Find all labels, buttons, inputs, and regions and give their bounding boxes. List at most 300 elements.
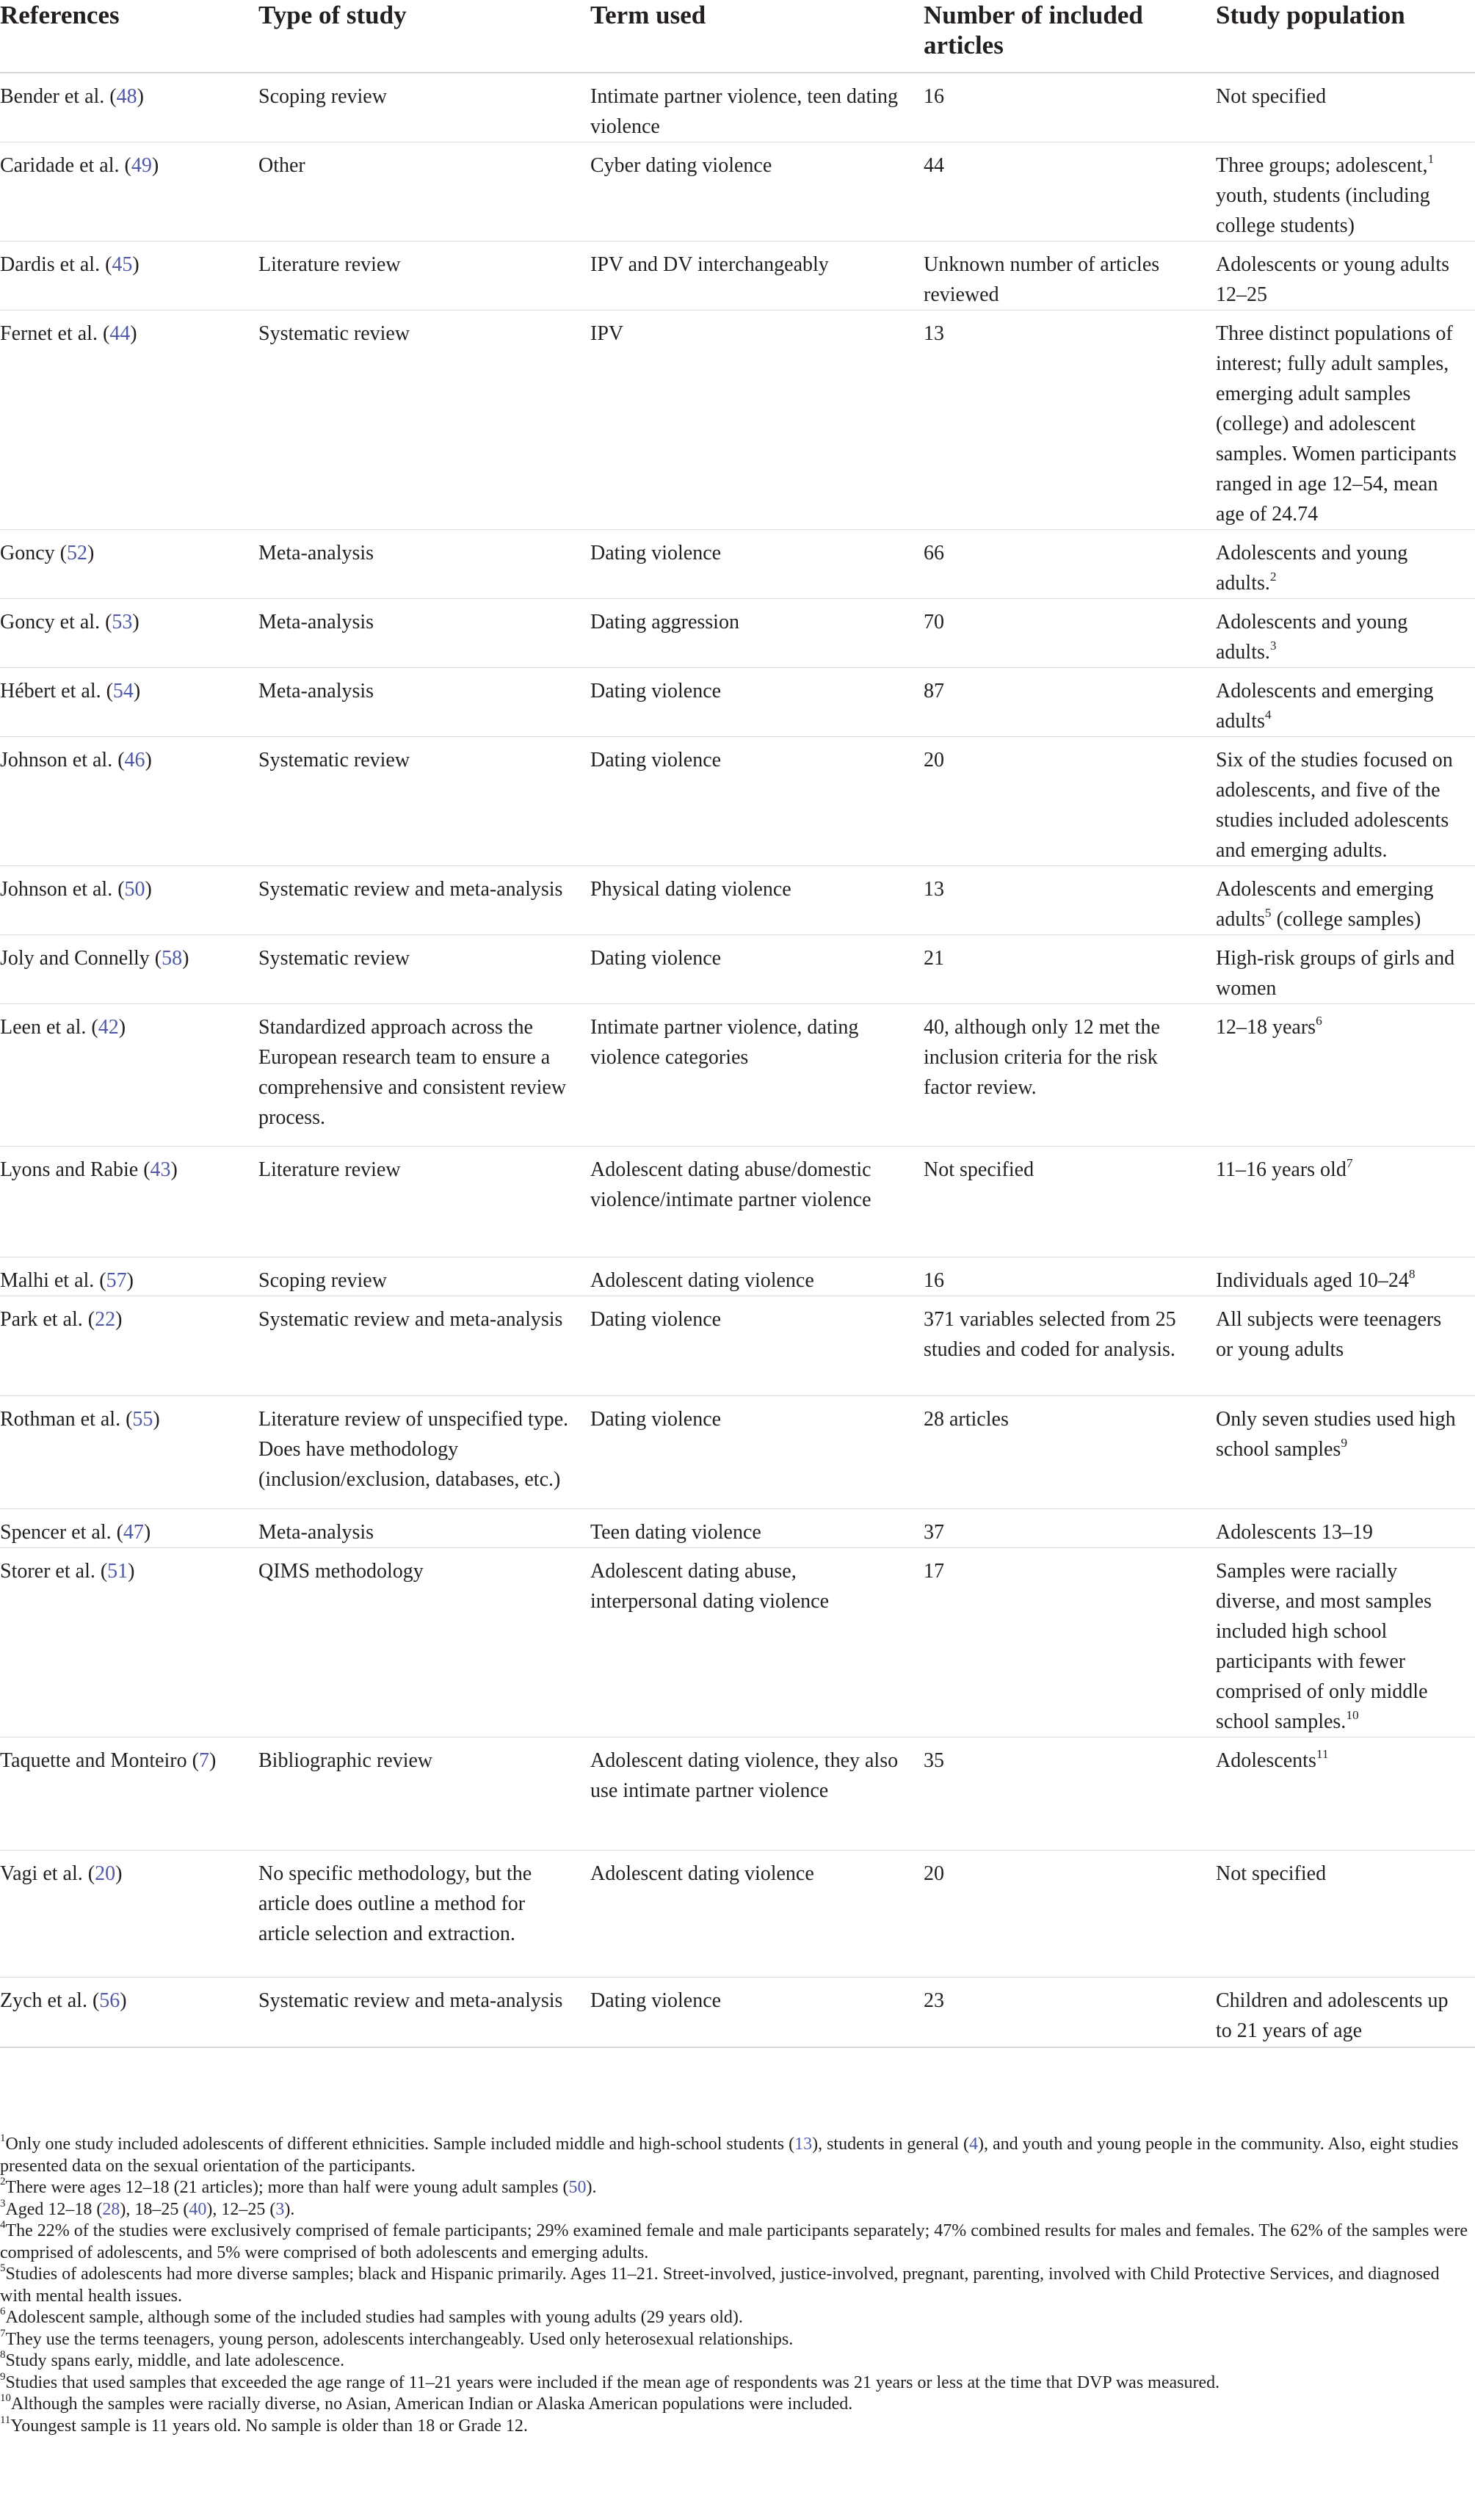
reference-link[interactable]: 56	[99, 1989, 120, 2012]
cell-type-of-study	[258, 311, 590, 530]
reference-close: )	[132, 611, 139, 633]
type-of-study-text: Literature review	[258, 253, 401, 276]
reference-link[interactable]: 52	[66, 542, 87, 564]
number-of-articles-text: 44	[924, 154, 944, 177]
footnote-text: ), and youth and young people in the community. Also, eight studies presented data on the sexual orientation of the participants.	[0, 2135, 1459, 2176]
term-used-text: Dating violence	[590, 542, 722, 564]
table-row	[0, 1296, 1475, 1396]
reference-author: Goncy et al. (	[0, 611, 112, 633]
type-of-study-text: Systematic review and meta-analysis	[258, 1989, 563, 2012]
cell-type-of-study	[258, 1004, 590, 1147]
footnote-reference-link[interactable]: 13	[794, 2135, 813, 2154]
cell-term-used	[590, 866, 924, 935]
cell-reference	[0, 311, 258, 530]
cell-term-used	[590, 668, 924, 737]
cell-study-population	[1216, 1548, 1475, 1738]
footnote-text: Youngest sample is 11 years old. No sample is older than 18 or Grade 12.	[10, 2416, 528, 2436]
type-of-study-text: Systematic review and meta-analysis	[258, 1308, 563, 1331]
table-row	[0, 1257, 1475, 1296]
reference-link[interactable]: 49	[131, 154, 152, 177]
footnote-marker: 9	[1341, 1435, 1347, 1450]
cell-study-population	[1216, 1257, 1475, 1296]
term-used-text: Dating violence	[590, 1989, 722, 2012]
cell-term-used	[590, 311, 924, 530]
term-used-text: Adolescent dating violence	[590, 1269, 814, 1292]
cell-term-used	[590, 1851, 924, 1978]
cell-number-of-articles	[924, 866, 1216, 935]
footnote	[0, 2350, 1475, 2372]
cell-term-used	[590, 1509, 924, 1548]
cell-term-used	[590, 737, 924, 866]
reference-author: Johnson et al. (	[0, 878, 125, 901]
cell-number-of-articles	[924, 242, 1216, 311]
cell-type-of-study	[258, 737, 590, 866]
cell-term-used	[590, 1548, 924, 1738]
cell-term-used	[590, 1296, 924, 1396]
footnote	[0, 2134, 1475, 2177]
number-of-articles-text: 21	[924, 947, 944, 970]
cell-type-of-study	[258, 530, 590, 599]
cell-study-population	[1216, 73, 1475, 142]
cell-reference	[0, 530, 258, 599]
footnote-marker: 4	[1264, 707, 1272, 722]
type-of-study-text: Meta-analysis	[258, 611, 374, 633]
cell-reference	[0, 142, 258, 242]
cell-term-used	[590, 1004, 924, 1147]
reference-link[interactable]: 54	[112, 680, 134, 702]
cell-term-used	[590, 599, 924, 668]
cell-number-of-articles	[924, 1147, 1216, 1257]
cell-study-population	[1216, 311, 1475, 530]
reference-link[interactable]: 55	[132, 1408, 153, 1431]
cell-term-used	[590, 1257, 924, 1296]
footnote-text: Although the samples were racially diverse, no Asian, American Indian or Alaska American populations were included.	[10, 2394, 853, 2414]
cell-study-population	[1216, 1851, 1475, 1978]
cell-study-population	[1216, 1004, 1475, 1147]
type-of-study-text: Meta-analysis	[258, 680, 374, 702]
footnote	[0, 2329, 1475, 2351]
cell-study-population	[1216, 1396, 1475, 1509]
cell-number-of-articles	[924, 1509, 1216, 1548]
study-population-text: Six of the studies focused on adolescents, and five of the studies included adolescents and emerging adults.	[1216, 749, 1453, 862]
reference-link[interactable]: 53	[112, 611, 133, 633]
reference-author: Leen et al. (	[0, 1016, 98, 1039]
study-population-text: Individuals aged 10–24	[1216, 1269, 1409, 1292]
cell-reference	[0, 1509, 258, 1548]
cell-reference	[0, 242, 258, 311]
footnote-marker: 2	[1269, 569, 1277, 584]
type-of-study-text: Systematic review	[258, 749, 410, 771]
cell-reference	[0, 935, 258, 1004]
reference-close: )	[115, 1862, 123, 1885]
footnote-text: The 22% of the studies were exclusively comprised of female participants; 29% examined female and male participants separately; 47% combined results for males and females. The 62% of the samples were comprised of adolescents, and 5% were comprised of both adolescents and emerging adults.	[0, 2221, 1468, 2262]
footnote-marker: 8	[1408, 1266, 1416, 1281]
number-of-articles-text: 16	[924, 85, 944, 108]
number-of-articles-text: Not specified	[924, 1158, 1034, 1181]
study-population-text: Only seven studies used high school samples	[1216, 1408, 1456, 1461]
number-of-articles-text: 35	[924, 1749, 944, 1772]
table-row	[0, 73, 1475, 142]
reference-close: )	[128, 1560, 135, 1583]
reference-author: Caridade et al. (	[0, 154, 131, 177]
type-of-study-text: Standardized approach across the European research team to ensure a comprehensive and consistent review process.	[258, 1016, 567, 1129]
cell-term-used	[590, 73, 924, 142]
study-population-text: Adolescents and emerging adults	[1216, 878, 1434, 931]
cell-reference	[0, 1738, 258, 1851]
study-population-text: 12–18 years	[1216, 1016, 1316, 1039]
cell-number-of-articles	[924, 1548, 1216, 1738]
cell-number-of-articles	[924, 1004, 1216, 1147]
number-of-articles-text: 20	[924, 749, 944, 771]
reference-close: )	[132, 253, 139, 276]
table-row	[0, 668, 1475, 737]
cell-reference	[0, 866, 258, 935]
footnote-text: There were ages 12–18 (21 articles); more than half were young adult samples (	[5, 2178, 569, 2197]
footnote-number: 5	[0, 2262, 6, 2275]
number-of-articles-text: 66	[924, 542, 944, 564]
term-used-text: Adolescent dating abuse, interpersonal dating violence	[590, 1560, 829, 1613]
cell-type-of-study	[258, 1257, 590, 1296]
footnote-marker: 10	[1346, 1707, 1359, 1722]
footnote-number: 2	[0, 2176, 6, 2188]
footnote	[0, 2177, 1475, 2199]
term-used-text: Teen dating violence	[590, 1521, 761, 1544]
table-row	[0, 935, 1475, 1004]
cell-number-of-articles	[924, 1396, 1216, 1509]
cell-type-of-study	[258, 1738, 590, 1851]
type-of-study-text: Systematic review and meta-analysis	[258, 878, 563, 901]
reference-link[interactable]: 51	[107, 1560, 128, 1583]
reference-close: )	[137, 85, 144, 108]
footnote-text: Study spans early, middle, and late adolescence.	[5, 2351, 345, 2370]
reference-author: Bender et al. (	[0, 85, 117, 108]
cell-reference	[0, 1296, 258, 1396]
type-of-study-text: Systematic review	[258, 322, 410, 345]
footnote-text: ), 12–25 (	[206, 2199, 276, 2219]
study-population-text: Adolescents 13–19	[1216, 1521, 1373, 1544]
header-term-used: Term used	[590, 0, 924, 73]
study-population-continued: youth, students (including college students)	[1216, 184, 1430, 237]
table-row	[0, 1004, 1475, 1147]
footnote	[0, 2199, 1475, 2221]
footnote-text: ).	[586, 2178, 597, 2197]
reference-close: )	[120, 1989, 127, 2012]
footnote	[0, 2372, 1475, 2394]
number-of-articles-text: 37	[924, 1521, 944, 1544]
cell-study-population	[1216, 1509, 1475, 1548]
footnote-text: ).	[284, 2199, 295, 2219]
reference-link[interactable]: 50	[124, 878, 145, 901]
footnote-text: They use the terms teenagers, young person, adolescents interchangeably. Used only heterosexual relationships.	[5, 2329, 794, 2349]
cell-number-of-articles	[924, 1851, 1216, 1978]
reference-author: Joly and Connelly (	[0, 947, 162, 970]
cell-number-of-articles	[924, 530, 1216, 599]
footnote-reference-link[interactable]: 28	[102, 2199, 120, 2219]
reference-author: Park et al. (	[0, 1308, 95, 1331]
cell-type-of-study	[258, 1509, 590, 1548]
reference-close: )	[153, 1408, 160, 1431]
reference-close: )	[170, 1158, 178, 1181]
cell-type-of-study	[258, 668, 590, 737]
cell-study-population	[1216, 1147, 1475, 1257]
term-used-text: Adolescent dating violence	[590, 1862, 814, 1885]
cell-study-population	[1216, 242, 1475, 311]
term-used-text: IPV and DV interchangeably	[590, 253, 829, 276]
cell-reference	[0, 1548, 258, 1738]
footnote	[0, 2416, 1475, 2438]
cell-term-used	[590, 1978, 924, 2047]
cell-number-of-articles	[924, 935, 1216, 1004]
footnote-marker: 6	[1316, 1013, 1322, 1028]
study-population-text: Adolescents and young adults.	[1216, 542, 1408, 595]
reference-author: Vagi et al. (	[0, 1862, 95, 1885]
table-row	[0, 599, 1475, 668]
footnote-text: ), students in general (	[812, 2135, 970, 2154]
table-row	[0, 311, 1475, 530]
reference-close: )	[115, 1308, 123, 1331]
footnote-number: 7	[0, 2327, 6, 2339]
study-population-text: Three distinct populations of interest; fully adult samples, emerging adult samples (college) and adolescent samples. Women participants ranged in age 12–54, mean age of 24.74	[1216, 322, 1457, 526]
study-population-text: Not specified	[1216, 85, 1327, 108]
cell-study-population	[1216, 1296, 1475, 1396]
type-of-study-text: QIMS methodology	[258, 1560, 424, 1583]
cell-reference	[0, 73, 258, 142]
cell-reference	[0, 737, 258, 866]
reference-link[interactable]: 46	[124, 749, 145, 771]
cell-number-of-articles	[924, 1738, 1216, 1851]
footnote-reference-link[interactable]: 50	[568, 2178, 587, 2197]
term-used-text: Physical dating violence	[590, 878, 791, 901]
footnote-number: 8	[0, 2349, 6, 2361]
reference-close: )	[118, 1016, 126, 1039]
footnote-number: 9	[0, 2370, 6, 2383]
cell-number-of-articles	[924, 599, 1216, 668]
table-row	[0, 142, 1475, 242]
cell-number-of-articles	[924, 142, 1216, 242]
study-population-text: Not specified	[1216, 1862, 1327, 1885]
study-population-text: Children and adolescents up to 21 years of age	[1216, 1989, 1449, 2042]
cell-term-used	[590, 1396, 924, 1509]
number-of-articles-text: 70	[924, 611, 944, 633]
cell-number-of-articles	[924, 737, 1216, 866]
reference-link[interactable]: 22	[95, 1308, 116, 1331]
cell-reference	[0, 1851, 258, 1978]
reference-link[interactable]: 57	[106, 1269, 127, 1292]
reference-author: Lyons and Rabie (	[0, 1158, 151, 1181]
reference-link[interactable]: 45	[112, 253, 133, 276]
table-header	[0, 0, 1475, 73]
type-of-study-text: Literature review of unspecified type. Does have methodology (inclusion/exclusion, databases, etc.)	[258, 1408, 569, 1491]
reference-author: Hébert et al. (	[0, 680, 113, 702]
cell-reference	[0, 599, 258, 668]
reference-link[interactable]: 44	[109, 322, 131, 345]
cell-study-population	[1216, 866, 1475, 935]
footnote	[0, 2394, 1475, 2416]
type-of-study-text: Meta-analysis	[258, 542, 374, 564]
table-row	[0, 242, 1475, 311]
cell-type-of-study	[258, 1851, 590, 1978]
cell-number-of-articles	[924, 1257, 1216, 1296]
number-of-articles-text: 371 variables selected from 25 studies and coded for analysis.	[924, 1308, 1176, 1361]
table-row	[0, 1978, 1475, 2047]
study-population-text: Adolescents or young adults 12–25	[1216, 253, 1450, 306]
reference-close: )	[133, 680, 141, 702]
cell-study-population	[1216, 1978, 1475, 2047]
type-of-study-text: Systematic review	[258, 947, 410, 970]
study-population-text: Adolescents	[1216, 1749, 1316, 1772]
reference-link[interactable]: 7	[198, 1749, 209, 1772]
table-row	[0, 737, 1475, 866]
footnote-reference-link[interactable]: 40	[189, 2199, 207, 2219]
reference-author: Malhi et al. (	[0, 1269, 106, 1292]
cell-number-of-articles	[924, 1978, 1216, 2047]
term-used-text: Adolescent dating violence, they also use intimate partner violence	[590, 1749, 899, 1802]
cell-reference	[0, 1396, 258, 1509]
cell-study-population	[1216, 935, 1475, 1004]
table-row	[0, 1147, 1475, 1257]
table-row	[0, 866, 1475, 935]
cell-type-of-study	[258, 73, 590, 142]
cell-number-of-articles	[924, 311, 1216, 530]
number-of-articles-text: 40, although only 12 met the inclusion criteria for the risk factor review.	[924, 1016, 1160, 1099]
study-population-text: All subjects were teenagers or young adults	[1216, 1308, 1442, 1361]
cell-term-used	[590, 142, 924, 242]
cell-term-used	[590, 1738, 924, 1851]
reference-close: )	[145, 878, 152, 901]
study-population-text: High-risk groups of girls and women	[1216, 947, 1455, 1000]
table-row	[0, 1738, 1475, 1851]
term-used-text: Dating violence	[590, 1308, 722, 1331]
cell-type-of-study	[258, 866, 590, 935]
table-row	[0, 530, 1475, 599]
number-of-articles-text: 17	[924, 1560, 944, 1583]
cell-type-of-study	[258, 935, 590, 1004]
table-row	[0, 1509, 1475, 1548]
type-of-study-text: Scoping review	[258, 85, 387, 108]
reference-author: Rothman et al. (	[0, 1408, 133, 1431]
reference-author: Storer et al. (	[0, 1560, 108, 1583]
footnote-text: Adolescent sample, although some of the included studies had samples with young adults (29 years old).	[5, 2308, 743, 2327]
cell-term-used	[590, 935, 924, 1004]
footnote-number: 11	[0, 2414, 11, 2426]
reference-close: )	[182, 947, 189, 970]
type-of-study-text: Meta-analysis	[258, 1521, 374, 1544]
header-number-of-articles: Number of included articles	[924, 0, 1216, 73]
cell-study-population	[1216, 530, 1475, 599]
reference-author: Johnson et al. (	[0, 749, 125, 771]
term-used-text: Dating violence	[590, 749, 722, 771]
cell-study-population	[1216, 1738, 1475, 1851]
table-body	[0, 73, 1475, 2047]
cell-type-of-study	[258, 1396, 590, 1509]
number-of-articles-text: 87	[924, 680, 944, 702]
study-population-text: Three groups; adolescent,	[1216, 154, 1428, 177]
cell-study-population	[1216, 142, 1475, 242]
footnote-marker: 1	[1427, 151, 1435, 166]
reference-author: Spencer et al. (	[0, 1521, 123, 1544]
reference-link[interactable]: 47	[123, 1521, 144, 1544]
study-population-continued: (college samples)	[1271, 908, 1421, 931]
term-used-text: Adolescent dating abuse/domestic violence/intimate partner violence	[590, 1158, 871, 1211]
cell-study-population	[1216, 668, 1475, 737]
term-used-text: Dating violence	[590, 947, 722, 970]
footnote-number: 4	[0, 2219, 6, 2232]
footnote-text: ), 18–25 (	[120, 2199, 189, 2219]
header-row	[0, 0, 1475, 73]
number-of-articles-text: Unknown number of articles reviewed	[924, 253, 1160, 306]
number-of-articles-text: 28 articles	[924, 1408, 1009, 1431]
reference-link[interactable]: 48	[116, 85, 137, 108]
number-of-articles-text: 20	[924, 1862, 944, 1885]
reference-link[interactable]: 43	[150, 1158, 171, 1181]
reference-link[interactable]: 58	[162, 947, 183, 970]
header-references: References	[0, 0, 258, 73]
study-population-text: Adolescents and young adults.	[1216, 611, 1408, 664]
footnote-text: Studies that used samples that exceeded the age range of 11–21 years were included if the mean age of respondents was 21 years or less at the time that DVP was measured.	[5, 2372, 1220, 2392]
cell-type-of-study	[258, 1548, 590, 1738]
cell-reference	[0, 1147, 258, 1257]
table-row	[0, 1548, 1475, 1738]
footnote	[0, 2221, 1475, 2264]
term-used-text: Intimate partner violence, dating violence categories	[590, 1016, 859, 1069]
footnote	[0, 2264, 1475, 2307]
cell-term-used	[590, 242, 924, 311]
term-used-text: Cyber dating violence	[590, 154, 772, 177]
number-of-articles-text: 16	[924, 1269, 944, 1292]
type-of-study-text: Scoping review	[258, 1269, 387, 1292]
footnotes	[0, 2134, 1475, 2437]
footnote-text: Studies of adolescents had more diverse samples; black and Hispanic primarily. Ages 11–21. Street-involved, justice-involved, pregnant, parenting, involved with Child Protective Services, and diagnosed with mental health issues.	[0, 2265, 1440, 2306]
reference-link[interactable]: 42	[98, 1016, 119, 1039]
term-used-text: Dating aggression	[590, 611, 739, 633]
table-row	[0, 1396, 1475, 1509]
cell-type-of-study	[258, 1147, 590, 1257]
reference-author: Zych et al. (	[0, 1989, 100, 2012]
reference-close: )	[143, 1521, 151, 1544]
reference-link[interactable]: 20	[95, 1862, 116, 1885]
footnote-reference-link[interactable]: 3	[275, 2199, 285, 2219]
cell-study-population	[1216, 737, 1475, 866]
footnote-reference-link[interactable]: 4	[969, 2135, 979, 2154]
footnote-marker: 11	[1316, 1746, 1329, 1761]
study-population-text: Adolescents and emerging adults	[1216, 680, 1434, 733]
footnote-marker: 3	[1269, 638, 1277, 653]
header-type-of-study: Type of study	[258, 0, 590, 73]
footnote-text: Only one study included adolescents of different ethnicities. Sample included middle and high-school students (	[5, 2135, 795, 2154]
cell-number-of-articles	[924, 1296, 1216, 1396]
type-of-study-text: No specific methodology, but the article does outline a method for article selection and extraction.	[258, 1862, 532, 1945]
table-row	[0, 1851, 1475, 1978]
cell-number-of-articles	[924, 73, 1216, 142]
footnote-number: 1	[0, 2132, 6, 2145]
footnote-marker: 5	[1264, 905, 1272, 920]
type-of-study-text: Bibliographic review	[258, 1749, 433, 1772]
reference-close: )	[145, 749, 152, 771]
cell-study-population	[1216, 599, 1475, 668]
reference-close: )	[126, 1269, 134, 1292]
reference-close: )	[87, 542, 95, 564]
cell-type-of-study	[258, 242, 590, 311]
footnote-text: Aged 12–18 (	[5, 2199, 103, 2219]
cell-reference	[0, 1004, 258, 1147]
footnote-number: 3	[0, 2197, 6, 2209]
footnote	[0, 2307, 1475, 2329]
number-of-articles-text: 23	[924, 1989, 944, 2012]
reference-author: Goncy (	[0, 542, 67, 564]
number-of-articles-text: 13	[924, 322, 944, 345]
cell-type-of-study	[258, 1978, 590, 2047]
footnote-marker: 7	[1346, 1155, 1353, 1170]
